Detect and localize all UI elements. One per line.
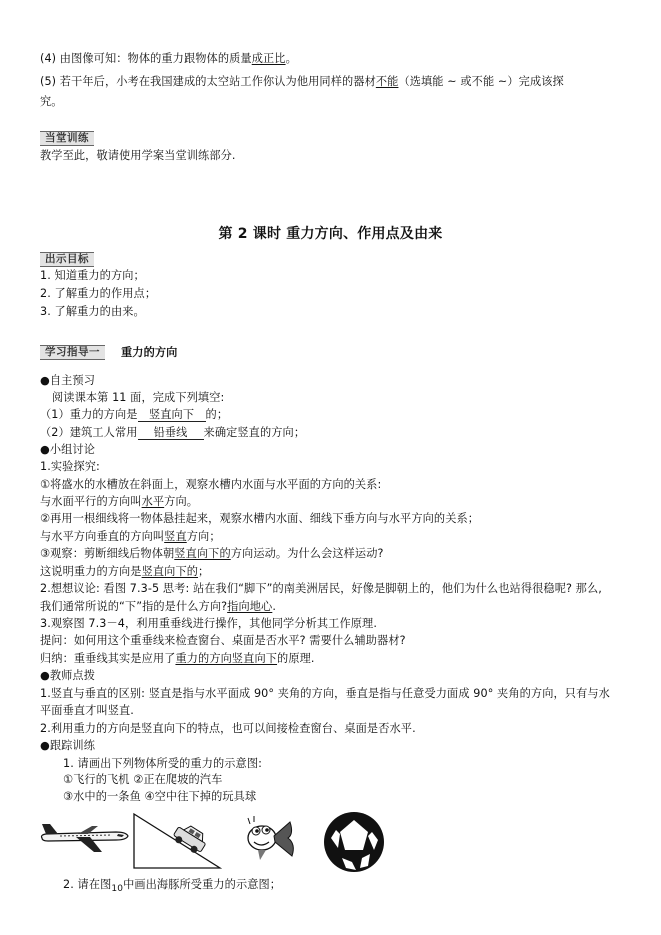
self-study-q2-answer: 铅垂线 xyxy=(138,426,204,440)
section-tag-goals: 出示目标 xyxy=(40,252,94,267)
practice-q1: 1. 请画出下列物体所受的重力的示意图: xyxy=(63,757,263,770)
goal-item-1: 1. 知道重力的方向； xyxy=(40,269,145,282)
vertical-answer: 竖直 xyxy=(164,530,187,543)
teacher-point-1-line-2: 平面垂直才叫竖直. xyxy=(40,704,134,717)
practice-q1-a: ①飞行的飞机 ②正在爬坡的汽车 xyxy=(63,773,223,786)
step-3-answer: 竖直向下的 xyxy=(174,547,231,560)
group-step-2: ②再用一根细线将一物体悬挂起来，观察水槽内水面、细线下垂方向与水平方向的关系； xyxy=(40,512,480,525)
practice-q1-b: ③水中的一条鱼 ④空中往下掉的玩具球 xyxy=(63,790,257,803)
figure-number: 10 xyxy=(111,884,124,894)
goal-item-3: 3. 了解重力的由来。 xyxy=(40,305,145,318)
fish-icon xyxy=(242,814,298,864)
question-5: (5) 若干年后，小考在我国建成的太空站工作你认为他用同样的器材不能（选填能 ~ 或不能 ~）完成该探 xyxy=(40,75,564,88)
classroom-text: 教学至此，敬请使用学案当堂训练部分. xyxy=(40,149,236,162)
summary-answer: 重力的方向竖直向下 xyxy=(175,652,278,665)
self-study-q2: （2）建筑工人常用 铅垂线 来确定竖直的方向； xyxy=(40,426,306,439)
goal-item-2: 2. 了解重力的作用点； xyxy=(40,287,157,300)
teacher-point-1-line-1: 1.竖直与垂直的区别: 竖直是指与水平面成 90° 夹角的方向，垂直是指与任意受力面成 90° 夹角的方向，只有与水 xyxy=(40,687,610,700)
group-summary: 归纳：重垂线其实是应用了重力的方向竖直向下的原理. xyxy=(40,652,315,665)
group-step-1-answer-line: 与水面平行的方向叫水平方向。 xyxy=(40,495,199,508)
practice-label: ●跟踪训练 xyxy=(40,739,96,752)
section-tag-guide-1: 学习指导一 xyxy=(40,345,105,360)
teacher-point-2: 2.利用重力的方向是竖直向下的特点，也可以间接检查窗台、桌面是否水平. xyxy=(40,722,416,735)
group-step-1: ①将盛水的水槽放在斜面上，观察水槽内水面与水平面的方向的关系: xyxy=(40,478,382,491)
guide-1-heading: 重力的方向 xyxy=(121,346,178,359)
q4-answer: 成正比 xyxy=(251,52,286,65)
question-5-cont: 究。 xyxy=(40,95,63,108)
group-exp: 1.实验探究: xyxy=(40,460,100,473)
self-study-q1: （1）重力的方向是 竖直向下 的； xyxy=(40,408,229,421)
airplane-icon xyxy=(38,818,130,856)
lesson-title: 第 2 课时 重力方向、作用点及由来 xyxy=(218,226,443,242)
self-study-label: ●自主预习 xyxy=(40,374,96,387)
self-study-intro: 阅读课本第 11 面，完成下列填空: xyxy=(52,391,225,404)
group-q3: 3.观察图 7.3－4，利用重垂线进行操作，其他同学分析其工作原理. xyxy=(40,617,377,630)
ball-icon xyxy=(322,810,386,874)
group-step-3: ③观察：剪断细线后物体朝竖直向下的方向运动。为什么会这样运动? xyxy=(40,547,384,560)
q2-answer: 指向地心 xyxy=(227,600,273,613)
q5-answer: 不能 xyxy=(375,75,399,88)
horizontal-answer: 水平 xyxy=(141,495,165,508)
group-step-3-conclusion: 这说明重力的方向是竖直向下的； xyxy=(40,565,210,578)
group-ask: 提问：如何用这个重垂线来检查窗台、桌面是否水平? 需要什么辅助器材? xyxy=(40,634,406,647)
section-tag-classroom: 当堂训练 xyxy=(40,131,94,146)
self-study-q1-answer: 竖直向下 xyxy=(138,408,206,422)
group-q2-line-1: 2.想想议论: 看图 7.3-5 思考: 站在我们“脚下”的南美洲居民，好像是脚朝上的，他们为什么也站得很稳呢? 那么, xyxy=(40,582,602,595)
group-label: ●小组讨论 xyxy=(40,443,96,456)
group-q2-line-2: 我们通常所说的“下”指的是什么方向?指向地心. xyxy=(40,600,276,613)
practice-q2: 2. 请在图$_{10}$中画出海豚所受重力的示意图； xyxy=(63,878,282,894)
teacher-label: ●教师点拨 xyxy=(40,669,96,682)
question-4: (4) 由图像可知：物体的重力跟物体的质量成正比。 xyxy=(40,52,297,65)
step-3-conclusion-answer: 竖直向下的 xyxy=(141,565,199,578)
car-on-slope-icon xyxy=(132,812,222,870)
group-step-2-answer-line: 与水平方向垂直的方向叫竖直方向； xyxy=(40,530,221,543)
